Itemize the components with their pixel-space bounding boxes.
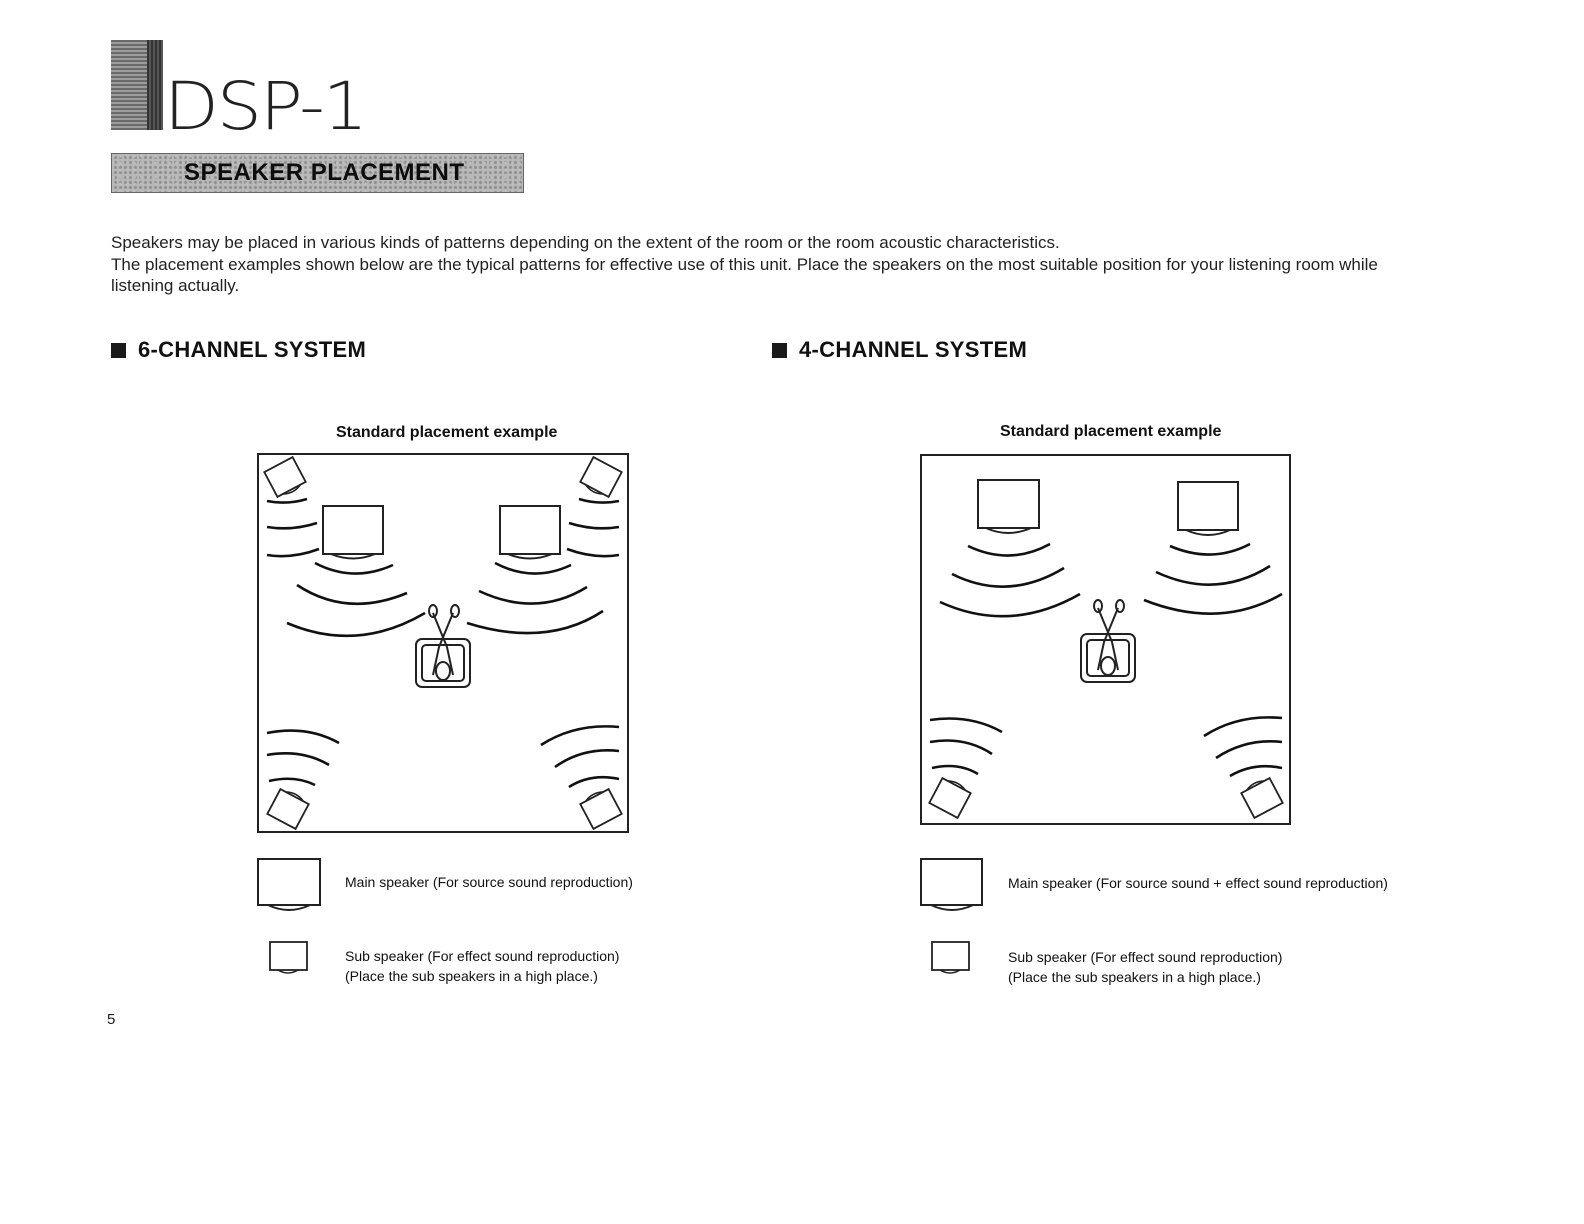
intro-line-2: The placement examples shown below are the typical patterns for effective use of this unit. Place the speakers on the most suitable position for your listening room while listening actually. [111,254,1378,295]
four-channel-heading-text: 4-CHANNEL SYSTEM [799,337,1028,362]
four-channel-legend-main: Main speaker (For source sound + effect sound reproduction) [1008,875,1388,891]
main-speaker-right-icon [1178,482,1238,535]
four-channel-caption: Standard placement example [1000,423,1222,440]
legend-main-speaker-icon [256,857,322,915]
six-channel-room-diagram [257,453,629,833]
four-channel-legend-sub [1008,947,1282,987]
sub-speaker-front-right-icon [579,457,622,499]
four-channel-legend-sub-line1: Sub speaker (For effect sound reproduction) [1008,949,1283,965]
six-channel-legend-sub-line1: Sub speaker (For effect sound reproduction) [345,948,620,964]
sub-speaker-rear-right-icon [579,787,622,829]
main-speaker-left-icon [978,480,1039,533]
brand-bar-accent [147,40,163,130]
four-channel-heading [772,337,1027,363]
main-speaker-left-icon [323,506,383,559]
listener-figure-icon [1081,600,1135,682]
four-channel-legend-sub-line2: (Place the sub speakers in a high place.) [1008,969,1261,985]
main-speaker-right-icon [500,506,560,559]
square-bullet-icon [111,343,126,358]
four-channel-room-diagram [920,454,1292,826]
six-channel-heading [111,337,366,363]
listener-figure-icon [416,605,470,687]
intro-line-1: Speakers may be placed in various kinds of patterns depending on the extent of the room or the room acoustic characteristics. [111,233,1060,252]
six-channel-legend-sub-line2: (Place the sub speakers in a high place.) [345,968,598,984]
sub-speaker-front-left-icon [264,457,307,499]
intro-text [111,232,1431,297]
six-channel-caption: Standard placement example [336,424,558,441]
six-channel-legend-main: Main speaker (For source sound reproduction) [345,874,633,890]
page-number: 5 [107,1011,116,1028]
sub-speaker-rear-right-icon [1240,776,1283,818]
section-title: SPEAKER PLACEMENT [184,159,465,186]
six-channel-legend-sub [345,946,619,986]
sub-speaker-rear-left-icon [267,787,310,829]
brand-title: DSP-1 [164,68,366,145]
square-bullet-icon [772,343,787,358]
legend-sub-speaker-icon [268,940,310,976]
legend-main-speaker-icon [919,857,985,915]
sub-speaker-rear-left-icon [929,776,972,818]
legend-sub-speaker-icon [930,940,972,976]
six-channel-heading-text: 6-CHANNEL SYSTEM [138,337,367,362]
